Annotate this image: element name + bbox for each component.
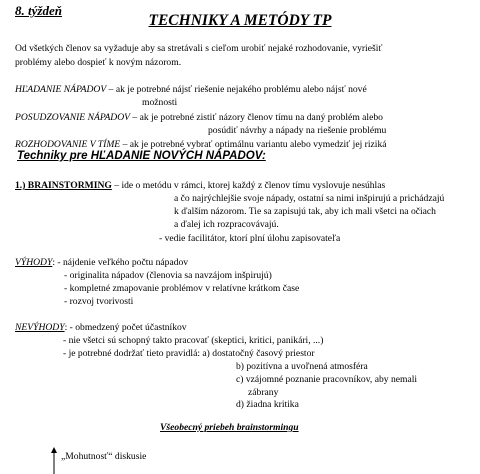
brainstorming-item bbox=[15, 180, 385, 192]
definition-continuation: možnosti bbox=[142, 97, 178, 108]
brainstorming-line: k ďalším názorom. Tie sa zapisujú tak, aby ich mali všetci na očiach bbox=[174, 206, 436, 217]
process-heading: Všeobecný priebeh brainstormingu bbox=[160, 422, 299, 433]
rule-item: b) pozitívna a uvoľnená atmosféra bbox=[236, 361, 368, 372]
definition-term: HĽADANIE NÁPADOV bbox=[15, 84, 107, 95]
definition-text: – ak je potrebné zistiť názory členov tímu na daný problém alebo bbox=[130, 112, 383, 123]
definition-continuation: posúdiť návrhy a nápady na riešenie problému bbox=[208, 125, 387, 136]
definition-text: – ak je potrebné vybrať optimálnu variantu alebo vymedziť jej riziká bbox=[120, 139, 387, 150]
advantages-label: VÝHODY bbox=[15, 257, 53, 268]
brainstorming-label: 1.) BRAINSTORMING bbox=[15, 180, 112, 191]
advantage-item: : - nájdenie veľkého počtu nápadov bbox=[52, 257, 189, 268]
week-label: 8. týždeň bbox=[15, 3, 62, 18]
advantage-item: - kompletné zmapovanie problémov v relatívne krátkom čase bbox=[64, 283, 300, 294]
rule-item: c) vzájomné poznanie pracovníkov, aby nemali bbox=[236, 374, 418, 385]
definition-posudzovanie bbox=[15, 112, 383, 124]
document-title: TECHNIKY A METÓDY TP bbox=[148, 12, 332, 29]
advantage-item: - rozvoj tvorivosti bbox=[64, 296, 134, 307]
brainstorming-line: a čo najrýchlejšie svoje nápady, ostatní sa nimi inšpirujú a prichádzajú bbox=[174, 193, 445, 204]
disadvantages-first bbox=[15, 322, 187, 334]
intro-line: Od všetkých členov sa vyžaduje aby sa stretávali s cieľom urobiť nejaké rozhodovanie, vyriešiť bbox=[15, 43, 383, 54]
brainstorming-line: - vedie facilitátor, ktorí plní úlohu zapisovateľa bbox=[159, 233, 341, 244]
definition-hladanie bbox=[15, 84, 367, 96]
flow-step-label: „Mohutnosť“ diskusie bbox=[61, 451, 147, 462]
section-heading: Techniky pre HĽADANIE NOVÝCH NÁPADOV: bbox=[17, 150, 266, 162]
advantages-first bbox=[15, 257, 188, 269]
definition-term: ROZHODOVANIE V TÍME bbox=[15, 139, 121, 150]
advantage-item: - originalita nápadov (členovia sa navzájom inšpirujú) bbox=[64, 270, 272, 281]
definition-text: – ak je potrebné nájsť riešenie nejakého problému alebo nájsť nové bbox=[106, 84, 367, 95]
up-arrow-icon bbox=[49, 447, 59, 474]
definition-term: POSUDZOVANIE NÁPADOV bbox=[15, 112, 131, 123]
rule-item: d) žiadna kritika bbox=[236, 399, 299, 410]
rule-item-continuation: zábrany bbox=[248, 387, 279, 398]
disadvantage-item: : - obmedzený počet účastníkov bbox=[64, 322, 187, 333]
brainstorming-line: a ďalej ich rozpracovávajú. bbox=[174, 219, 279, 230]
disadvantages-label: NEVÝHODY bbox=[15, 322, 65, 333]
intro-line: problémy alebo dospieť k novým názorom. bbox=[15, 57, 182, 68]
disadvantage-item: - nie všetci sú schopný takto pracovať (skeptici, kritici, panikári, ...) bbox=[63, 335, 324, 346]
brainstorming-text: – ide o metódu v rámci, ktorej každý z členov tímu vyslovuje nesúhlas bbox=[111, 180, 386, 191]
disadvantage-item: - je potrebné dodržať tieto pravidlá: a) dostatočný časový priestor bbox=[63, 348, 315, 359]
